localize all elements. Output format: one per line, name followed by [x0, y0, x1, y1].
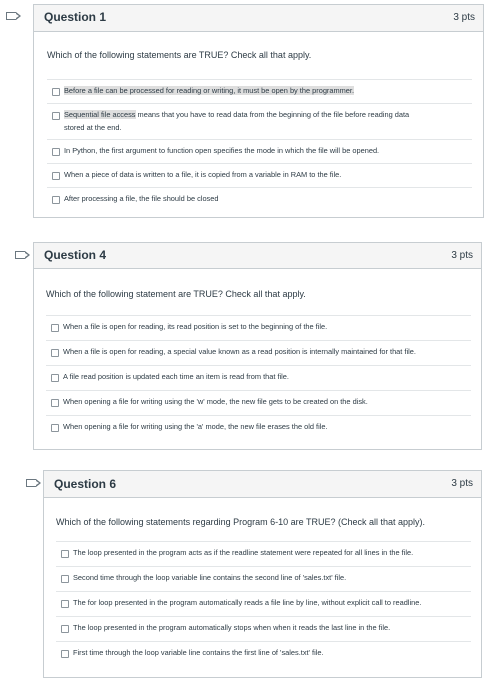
checkbox[interactable]	[61, 650, 69, 658]
question-prompt: Which of the following statements regarding Program 6-10 are TRUE? (Check all that apply).	[56, 517, 426, 527]
answer-text: When opening a file for writing using the 'a' mode, the new file erases the old file.	[63, 422, 328, 431]
answer-text: The for loop presented in the program automatically reads a file line by line, without explicit call to readline.	[73, 598, 422, 607]
answer-text: When a file is open for reading, a special value known as a read position is internally maintained for that file.	[63, 347, 416, 356]
answer-text-line2: stored at the end.	[64, 123, 122, 132]
highlighted-term: Sequential file access	[64, 110, 136, 119]
answer-option[interactable]	[56, 616, 471, 641]
answer-option[interactable]	[56, 566, 471, 591]
checkbox[interactable]	[61, 575, 69, 583]
answer-option[interactable]	[56, 641, 471, 666]
answer-text: First time through the loop variable line contains the first line of 'sales.txt' file.	[73, 648, 324, 657]
answer-text: A file read position is updated each time an item is read from that file.	[63, 372, 289, 381]
question-points: 3 pts	[451, 250, 473, 261]
checkbox[interactable]	[61, 625, 69, 633]
question-points: 3 pts	[453, 12, 475, 23]
answer-text: The loop presented in the program automatically stops when when it reads the last line in the file.	[73, 623, 391, 632]
answer-text: Second time through the loop variable line contains the second line of 'sales.txt' file.	[73, 573, 347, 582]
question-6-card	[43, 470, 482, 678]
question-title: Question 6	[54, 477, 117, 491]
question-prompt: Which of the following statement are TRUE? Check all that apply.	[46, 289, 306, 299]
answer-option[interactable]	[56, 591, 471, 616]
question-title: Question 1	[44, 10, 107, 24]
question-points: 3 pts	[451, 478, 473, 489]
question-title: Question 4	[44, 248, 107, 262]
checkbox[interactable]	[61, 600, 69, 608]
question-prompt: Which of the following statements are TRUE? Check all that apply.	[47, 50, 312, 60]
answer-list	[56, 541, 471, 666]
checkbox[interactable]	[61, 550, 69, 558]
answer-text-rest: means that you have to read data from the beginning of the file before reading data	[135, 110, 410, 119]
answer-option[interactable]	[56, 541, 471, 566]
answer-text: When a piece of data is written to a file, it is copied from a variable in RAM to the file.	[64, 170, 342, 179]
flag-icon[interactable]	[26, 479, 36, 487]
answer-text: The loop presented in the program acts as if the readline statement were repeated for all lines in the file.	[73, 548, 414, 557]
answer-text: Before a file can be processed for reading or writing, it must be open by the programmer.	[64, 86, 355, 95]
answer-text: After processing a file, the file should be closed	[64, 194, 219, 203]
question-6-header	[44, 471, 481, 498]
answer-text: In Python, the first argument to function open specifies the mode in which the file will be opened.	[64, 146, 380, 155]
answer-text: When a file is open for reading, its read position is set to the beginning of the file.	[63, 322, 328, 331]
answer-text: When opening a file for writing using the 'w' mode, the new file gets to be created on the disk.	[63, 397, 368, 406]
